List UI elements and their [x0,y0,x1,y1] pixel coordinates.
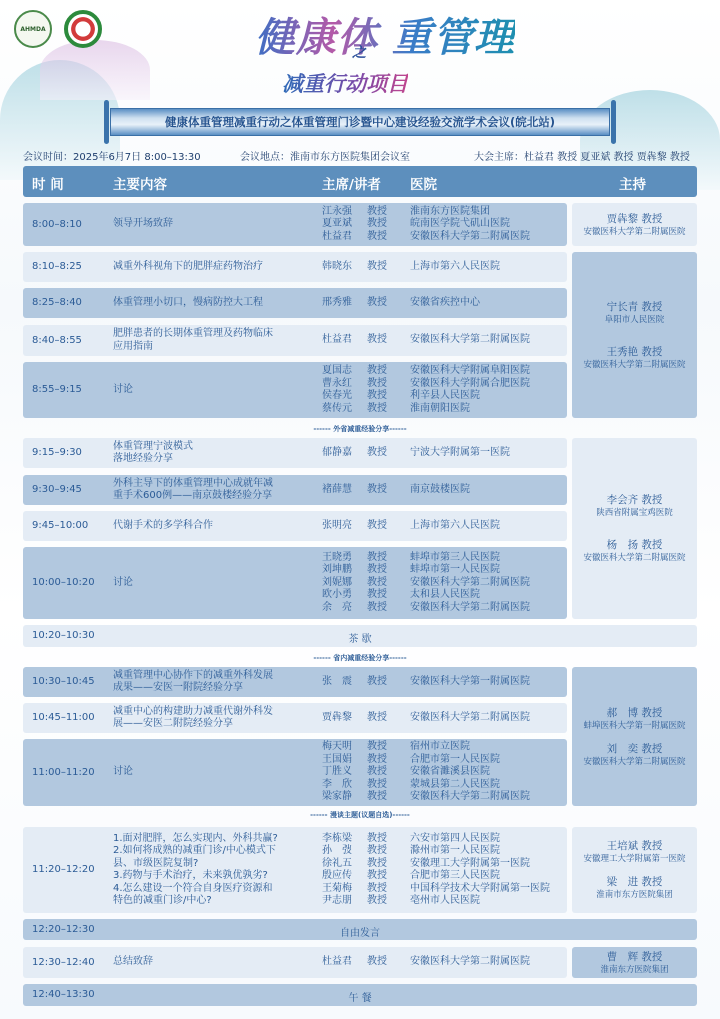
speaker-hospital: 安徽医科大学第一附属医院 [410,675,530,687]
session-topic-line: 应用指南 [113,340,153,352]
speaker-hospital: 南京鼓楼医院 [410,483,470,495]
session-topic-line: 讨论 [113,766,133,778]
host-person [572,742,697,768]
session-time: 11:20–12:20 [32,864,95,875]
speaker-name: 徐礼五 [322,857,352,869]
speaker-title: 教授 [367,956,387,968]
session-topic-line: 体重管理宁波模式 [113,440,193,452]
title-zhi: 之 [352,45,366,61]
speaker-hospital: 皖南医学院弋矶山医院 [410,218,510,230]
scroll-rod [104,100,109,144]
speaker-hospital: 安徽医科大学附属合肥医院 [410,377,530,389]
speaker-hospital: 安徽医科大学第二附属医院 [410,334,530,346]
speaker-hospital: 安徽省濉溪县医院 [410,766,490,778]
session-time: 8:55–9:15 [32,384,82,395]
header-speaker: 主席/讲者 [322,177,381,193]
meeting-place: 会议地点：淮南市东方医院集团会议室 [240,152,410,163]
speaker-title: 教授 [367,564,387,576]
schedule-row [23,919,697,940]
speaker-title: 教授 [367,845,387,856]
schedule-row [23,325,567,356]
session-topic-line: 讨论 [113,576,133,588]
speaker-title: 教授 [367,519,387,531]
host-hospital: 阜阳市人民医院 [604,314,665,325]
speaker-hospital: 安徽医科大学第二附属医院 [410,230,530,242]
session-time: 12:40–13:30 [32,989,95,1000]
host-hospital: 安徽医科大学第二附属医院 [583,756,686,767]
session-topic-line: 减重外科视角下的肥胖症药物治疗 [113,260,263,272]
speaker-name: 王国娟 [322,753,352,765]
speaker-hospital: 蚌埠市第一人民医院 [410,564,500,576]
speaker-hospital: 亳州市人民医院 [410,895,480,906]
speaker-name: 韩晓东 [322,260,352,272]
session-time: 10:20–10:30 [32,630,95,641]
speaker-title: 教授 [367,483,387,495]
host-person [572,706,697,732]
speaker-name: 梁家静 [322,791,352,803]
title-part: 重管理 [392,14,515,61]
host-cell [572,203,697,246]
session-time: 10:00–10:20 [32,577,95,588]
speaker-title: 教授 [367,857,387,869]
speaker-title: 教授 [367,675,387,687]
speaker-name: 蔡传元 [322,402,352,414]
speaker-name: 邢秀雅 [322,296,352,308]
session-label: 茶 歇 [348,634,372,645]
session-time: 9:30–9:45 [32,484,82,495]
speaker-title: 教授 [367,218,387,230]
host-hospital: 安徽医科大学第二附属医院 [583,226,686,237]
header-hospital: 医院 [410,177,437,193]
speaker-hospital: 合肥市第三人民医院 [410,870,500,881]
schedule-row [23,438,567,468]
host-name: 刘 奕 教授 [606,742,663,755]
host-person [572,839,697,865]
speaker-name: 褚薛慧 [322,483,352,495]
conference-banner [110,108,610,136]
schedule-row [23,475,567,505]
session-time: 11:00–11:20 [32,766,95,778]
host-name: 杨 扬 教授 [606,539,663,551]
speaker-hospital: 太和县人民医院 [410,589,480,601]
host-name: 宁长青 教授 [606,300,663,313]
session-time: 10:30–10:45 [32,676,95,687]
title-part: 健康体 [255,14,378,61]
speaker-name: 杜益君 [322,956,352,968]
speaker-hospital: 宿州市立医院 [410,741,470,753]
section-divider: ------ 漫谈主题(议题自选)------ [310,811,410,819]
session-topic-line: 减重管理中心协作下的减重外科发展 [113,669,273,681]
schedule-row [23,625,697,647]
speaker-hospital: 蒙城县第二人民医院 [410,778,500,790]
speaker-hospital: 安徽医科大学第二附属医院 [410,576,530,588]
speaker-hospital: 利辛县人民医院 [410,390,480,401]
speaker-title: 教授 [367,551,387,563]
speaker-name: 侯春光 [322,390,352,401]
title-main [255,6,515,63]
speaker-name: 李栋梁 [322,832,352,844]
schedule-row [23,362,567,418]
schedule-row [23,511,567,541]
speaker-name: 王菊梅 [322,882,352,894]
speaker-hospital: 淮南朝阳医院 [410,402,470,414]
speaker-hospital: 中国科学技术大学附属第一医院 [410,882,550,894]
host-name: 王培斌 教授 [606,840,663,852]
ahmda-logo: AHMDA [14,10,52,48]
host-name: 梁 进 教授 [606,876,663,888]
host-person [572,212,697,238]
speaker-name: 张 震 [322,675,352,687]
schedule-row [23,547,567,619]
speaker-name: 杜益君 [322,334,352,346]
host-hospital: 陕西省附属宝鸡医院 [596,508,673,518]
host-hospital: 安徽医科大学第二附属医院 [583,553,686,563]
host-person [572,538,697,564]
session-time: 10:45–11:00 [32,712,95,723]
schedule-row [23,288,567,318]
host-person [572,493,697,519]
session-time: 9:45–10:00 [32,520,89,531]
schedule-row [23,667,567,697]
host-person [572,345,697,371]
title-sub: 减重行动项目 [282,68,408,98]
speaker-title: 教授 [367,377,387,389]
session-topic-line: 1.面对肥胖，怎么实现内、外科共赢? [113,832,278,844]
speaker-title: 教授 [367,365,387,376]
speaker-name: 刘坤鹏 [322,564,352,576]
speaker-name: 王晓勇 [322,551,352,563]
speaker-hospital: 安徽医科大学第二附属医院 [410,601,530,613]
speaker-title: 教授 [367,766,387,778]
banner-text: 健康体重管理减重行动之体重管理门诊暨中心建设经验交流学术会议(皖北站) [164,115,555,129]
speaker-name: 丁胜义 [322,766,352,778]
speaker-hospital: 蚌埠市第三人民医院 [410,551,500,563]
session-topic-line: 重手术600例——南京鼓楼经验分享 [113,490,273,501]
speaker-hospital: 安徽省疾控中心 [410,296,480,308]
speaker-title: 教授 [367,260,387,272]
meeting-chairs: 大会主席：杜益君 教授 夏亚斌 教授 贾犇黎 教授 [474,152,690,163]
session-topic-line: 成果——安医一附院经验分享 [113,682,243,693]
header-time: 时 间 [32,177,64,193]
speaker-name: 余 亮 [322,601,352,613]
speaker-hospital: 上海市第六人民医院 [410,519,500,531]
speaker-name: 曹永红 [322,377,352,389]
host-person [572,300,697,326]
host-cell [572,827,697,913]
schedule-row [23,252,567,282]
table-header [23,166,697,197]
speaker-title: 教授 [367,576,387,588]
host-name: 贾犇黎 教授 [606,212,663,225]
speaker-title: 教授 [367,205,387,217]
speaker-name: 李 欣 [322,778,352,790]
host-person [572,875,697,901]
session-topic-line: 肥胖患者的长期体重管理及药物临床 [113,328,273,339]
host-cell [572,947,697,978]
speaker-title: 教授 [367,832,387,844]
speaker-hospital: 六安市第四人民医院 [410,832,500,844]
session-topic-line: 外科主导下的体重管理中心成就年减 [113,477,273,489]
host-hospital: 淮南东方医院集团 [600,964,669,975]
session-time: 8:00–8:10 [32,218,82,230]
speaker-name: 贾犇黎 [322,711,352,723]
speaker-hospital: 合肥市第一人民医院 [410,753,500,765]
session-topic-line: 2.如何将成熟的减重门诊/中心模式下 [113,845,276,856]
host-cell [572,667,697,806]
speaker-title: 教授 [367,390,387,401]
speaker-hospital: 安徽理工大学附属第一医院 [410,857,530,869]
speaker-name: 江永强 [322,205,352,217]
session-topic-line: 体重管理小切口，慢病防控大工程 [113,296,263,308]
host-name: 郝 博 教授 [606,706,663,719]
session-topic-line: 3.药物与手术治疗，未来孰优孰劣? [113,870,268,881]
speaker-title: 教授 [367,870,387,881]
speaker-name: 梅天明 [322,741,352,753]
host-hospital: 淮南市东方医院集团 [596,890,673,900]
host-cell [572,252,697,418]
speaker-title: 教授 [367,711,387,723]
speaker-title: 教授 [367,778,387,790]
speaker-name: 欧小勇 [322,589,352,601]
speaker-hospital: 淮南东方医院集团 [410,205,490,217]
speaker-title: 教授 [367,334,387,346]
session-topic-line: 落地经验分享 [113,453,173,464]
schedule-row [23,739,567,806]
decor-mountain [40,40,150,100]
session-time: 12:30–12:40 [32,956,95,968]
association-logo [64,10,102,48]
session-topic-line: 讨论 [113,383,133,395]
host-name: 王秀艳 教授 [606,345,663,358]
host-hospital: 蚌埠医科大学第一附属医院 [583,720,686,731]
speaker-hospital: 安徽医科大学第二附属医院 [410,956,530,968]
schedule-row [23,703,567,733]
speaker-title: 教授 [367,601,387,613]
schedule-row [23,827,567,913]
speaker-title: 教授 [367,882,387,894]
schedule-row [23,984,697,1006]
speaker-title: 教授 [367,753,387,765]
speaker-name: 孙 弢 [322,845,352,856]
speaker-name: 张明亮 [322,519,352,531]
session-label: 午 餐 [348,993,372,1004]
session-topic-line: 县、市级医院复制? [113,857,199,869]
host-name: 李会齐 教授 [606,494,663,506]
speaker-hospital: 滁州市第一人民医院 [410,845,500,856]
speaker-title: 教授 [367,741,387,753]
speaker-title: 教授 [367,446,387,458]
speaker-name: 杜益君 [322,230,352,242]
host-hospital: 安徽医科大学第二附属医院 [583,359,686,370]
session-time: 9:15–9:30 [32,447,82,458]
session-topic-line: 特色的减重门诊/中心? [113,895,212,906]
speaker-hospital: 安徽医科大学附属阜阳医院 [410,365,530,376]
session-time: 12:20–12:30 [32,923,95,935]
host-person [572,950,697,976]
speaker-hospital: 安徽医科大学第二附属医院 [410,791,530,803]
speaker-hospital: 宁波大学附属第一医院 [410,446,510,458]
speaker-title: 教授 [367,402,387,414]
session-topic-line: 总结致辞 [113,956,153,968]
scroll-rod [611,100,616,144]
session-topic-line: 领导开场致辞 [113,218,173,230]
session-topic-line: 代谢手术的多学科合作 [113,519,213,531]
header-content: 主要内容 [113,177,167,193]
speaker-title: 教授 [367,589,387,601]
header-host: 主持 [619,177,646,193]
session-time: 8:25–8:40 [32,297,82,308]
session-topic-line: 展——安医二附院经验分享 [113,718,233,729]
speaker-hospital: 安徽医科大学第二附属医院 [410,711,530,723]
speaker-title: 教授 [367,230,387,242]
speaker-name: 尹志朋 [322,895,352,906]
host-name: 曹 辉 教授 [606,950,663,963]
speaker-name: 刘妮娜 [322,576,352,588]
speaker-name: 夏国志 [322,365,352,376]
speaker-title: 教授 [367,296,387,308]
section-divider: ------ 省内减重经验分享------ [313,654,407,662]
schedule-row [23,203,567,246]
speaker-hospital: 上海市第六人民医院 [410,260,500,272]
schedule-row [23,947,567,978]
session-time: 8:10–8:25 [32,261,82,272]
session-topic-line: 减重中心的构建助力减重代谢外科发 [113,705,273,717]
meeting-time: 会议时间：2025年6月7日 8:00–13:30 [23,152,201,163]
section-divider: ------ 外省减重经验分享------ [313,425,407,433]
session-label: 自由发言 [340,927,380,939]
session-topic-line: 4.怎么建设一个符合自身医疗资源和 [113,882,273,894]
speaker-name: 郁静嘉 [322,446,352,458]
speaker-title: 教授 [367,791,387,803]
host-hospital: 安徽理工大学附属第一医院 [583,854,686,864]
speaker-name: 夏亚斌 [322,218,352,230]
speaker-title: 教授 [367,895,387,906]
speaker-name: 殷应传 [322,870,352,881]
session-time: 8:40–8:55 [32,334,82,346]
host-cell [572,438,697,619]
